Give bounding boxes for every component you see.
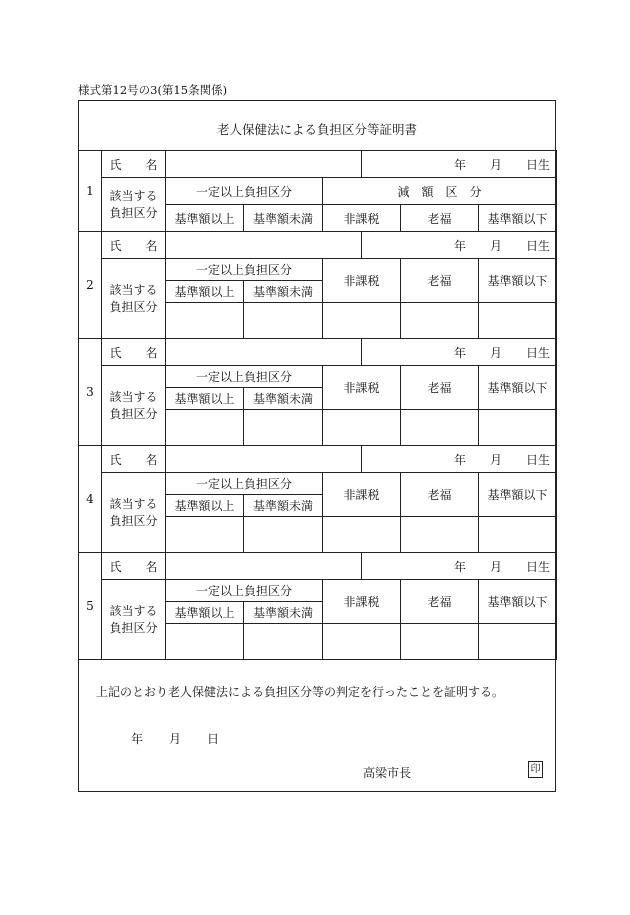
welfare-header: 老福 bbox=[401, 366, 479, 410]
row-1-name bbox=[79, 151, 557, 178]
base-or-less-header: 基準額以下 bbox=[479, 259, 557, 303]
form-number-label: 様式第12号の3(第15条関係) bbox=[78, 83, 228, 97]
category-label: 該当する 負担区分 bbox=[102, 366, 166, 446]
below-base-header: 基準額未満 bbox=[244, 495, 323, 517]
row-5-name bbox=[79, 553, 557, 580]
seal-mark: 印 bbox=[528, 761, 543, 778]
row-4-header bbox=[79, 473, 557, 495]
non-taxed-cell[interactable] bbox=[323, 410, 401, 446]
base-or-less-header: 基準額以下 bbox=[479, 205, 557, 232]
burden-category-table bbox=[78, 150, 557, 660]
document-title: 老人保健法による負担区分等証明書 bbox=[216, 122, 417, 137]
base-or-less-header: 基準額以下 bbox=[479, 366, 557, 410]
row-number: 1 bbox=[79, 151, 102, 232]
non-taxed-cell[interactable] bbox=[323, 517, 401, 553]
date-month-label: 月 bbox=[169, 732, 182, 746]
welfare-cell[interactable] bbox=[401, 517, 479, 553]
above-base-cell[interactable] bbox=[166, 624, 244, 660]
row-4-name bbox=[79, 446, 557, 473]
name-label: 氏 名 bbox=[102, 232, 166, 259]
non-taxed-cell[interactable] bbox=[323, 624, 401, 660]
row-3-header bbox=[79, 366, 557, 388]
reduction-header: 減 額 区 分 bbox=[323, 178, 557, 205]
birthdate-field[interactable]: 年 月 日生 bbox=[362, 339, 557, 366]
birthdate-field[interactable] bbox=[362, 151, 557, 178]
row-2-name bbox=[79, 232, 557, 259]
below-base-header: 基準額未満 bbox=[244, 205, 323, 232]
base-or-less-cell[interactable] bbox=[479, 303, 557, 339]
row-number: 4 bbox=[79, 446, 102, 553]
category-label: 該当する 負担区分 bbox=[102, 473, 166, 553]
non-taxed-header: 非課税 bbox=[323, 205, 401, 232]
welfare-header: 老福 bbox=[401, 259, 479, 303]
welfare-cell[interactable] bbox=[401, 410, 479, 446]
name-field[interactable] bbox=[166, 232, 362, 259]
above-income-header: 一定以上負担区分 bbox=[166, 366, 323, 388]
year-label: 年 bbox=[453, 157, 466, 172]
birthdate-field[interactable]: 年 月 日生 bbox=[362, 232, 557, 259]
name-label: 氏 名 bbox=[102, 339, 166, 366]
above-income-header: 一定以上負担区分 bbox=[166, 580, 323, 602]
name-field[interactable] bbox=[166, 553, 362, 580]
date-day-label: 日 bbox=[207, 732, 220, 746]
welfare-header: 老福 bbox=[401, 205, 479, 232]
welfare-header: 老福 bbox=[401, 473, 479, 517]
name-field[interactable] bbox=[166, 446, 362, 473]
row-1-header bbox=[79, 178, 557, 205]
row-number: 2 bbox=[79, 232, 102, 339]
name-field[interactable] bbox=[166, 339, 362, 366]
welfare-cell[interactable] bbox=[401, 303, 479, 339]
non-taxed-cell[interactable] bbox=[323, 303, 401, 339]
base-or-less-cell[interactable] bbox=[479, 517, 557, 553]
above-base-cell[interactable] bbox=[166, 410, 244, 446]
below-base-header: 基準額未満 bbox=[244, 281, 323, 303]
above-income-header: 一定以上負担区分 bbox=[166, 473, 323, 495]
row-3-name bbox=[79, 339, 557, 366]
date-year-label: 年 bbox=[131, 732, 144, 746]
below-base-cell[interactable] bbox=[244, 303, 323, 339]
above-base-header: 基準額以上 bbox=[166, 388, 244, 410]
row-number: 3 bbox=[79, 339, 102, 446]
above-base-header: 基準額以上 bbox=[166, 602, 244, 624]
category-label: 該当する 負担区分 bbox=[102, 178, 166, 232]
welfare-header: 老福 bbox=[401, 580, 479, 624]
row-number: 5 bbox=[79, 553, 102, 660]
non-taxed-header: 非課税 bbox=[323, 580, 401, 624]
non-taxed-header: 非課税 bbox=[323, 366, 401, 410]
name-label: 氏 名 bbox=[102, 446, 166, 473]
above-base-header: 基準額以上 bbox=[166, 205, 244, 232]
above-base-header: 基準額以上 bbox=[166, 495, 244, 517]
row-2-header bbox=[79, 259, 557, 281]
birthdate-field[interactable]: 年 月 日生 bbox=[362, 446, 557, 473]
non-taxed-header: 非課税 bbox=[323, 473, 401, 517]
non-taxed-header: 非課税 bbox=[323, 259, 401, 303]
birthdate-field[interactable]: 年 月 日生 bbox=[362, 553, 557, 580]
above-income-header: 一定以上負担区分 bbox=[166, 259, 323, 281]
certificate-frame bbox=[78, 100, 556, 792]
name-field[interactable] bbox=[166, 151, 362, 178]
below-base-cell[interactable] bbox=[244, 517, 323, 553]
above-base-cell[interactable] bbox=[166, 303, 244, 339]
below-base-header: 基準額未満 bbox=[244, 388, 323, 410]
base-or-less-cell[interactable] bbox=[479, 410, 557, 446]
welfare-cell[interactable] bbox=[401, 624, 479, 660]
base-or-less-header: 基準額以下 bbox=[479, 473, 557, 517]
issuer-mayor: 高梁市長 bbox=[363, 766, 412, 780]
base-or-less-cell[interactable] bbox=[479, 624, 557, 660]
certification-text: 上記のとおり老人保健法による負担区分等の判定を行ったことを証明する。 bbox=[96, 685, 505, 699]
above-income-header: 一定以上負担区分 bbox=[166, 178, 323, 205]
below-base-cell[interactable] bbox=[244, 410, 323, 446]
name-label: 氏 名 bbox=[102, 151, 166, 178]
below-base-header: 基準額未満 bbox=[244, 602, 323, 624]
base-or-less-header: 基準額以下 bbox=[479, 580, 557, 624]
certification-section bbox=[79, 666, 555, 792]
above-base-header: 基準額以上 bbox=[166, 281, 244, 303]
day-label: 日生 bbox=[526, 157, 551, 172]
below-base-cell[interactable] bbox=[244, 624, 323, 660]
row-5-header bbox=[79, 580, 557, 602]
above-base-cell[interactable] bbox=[166, 517, 244, 553]
name-label: 氏 名 bbox=[102, 553, 166, 580]
category-label: 該当する 負担区分 bbox=[102, 580, 166, 660]
certification-date[interactable] bbox=[131, 730, 219, 747]
category-label: 該当する 負担区分 bbox=[102, 259, 166, 339]
month-label: 月 bbox=[490, 157, 503, 172]
